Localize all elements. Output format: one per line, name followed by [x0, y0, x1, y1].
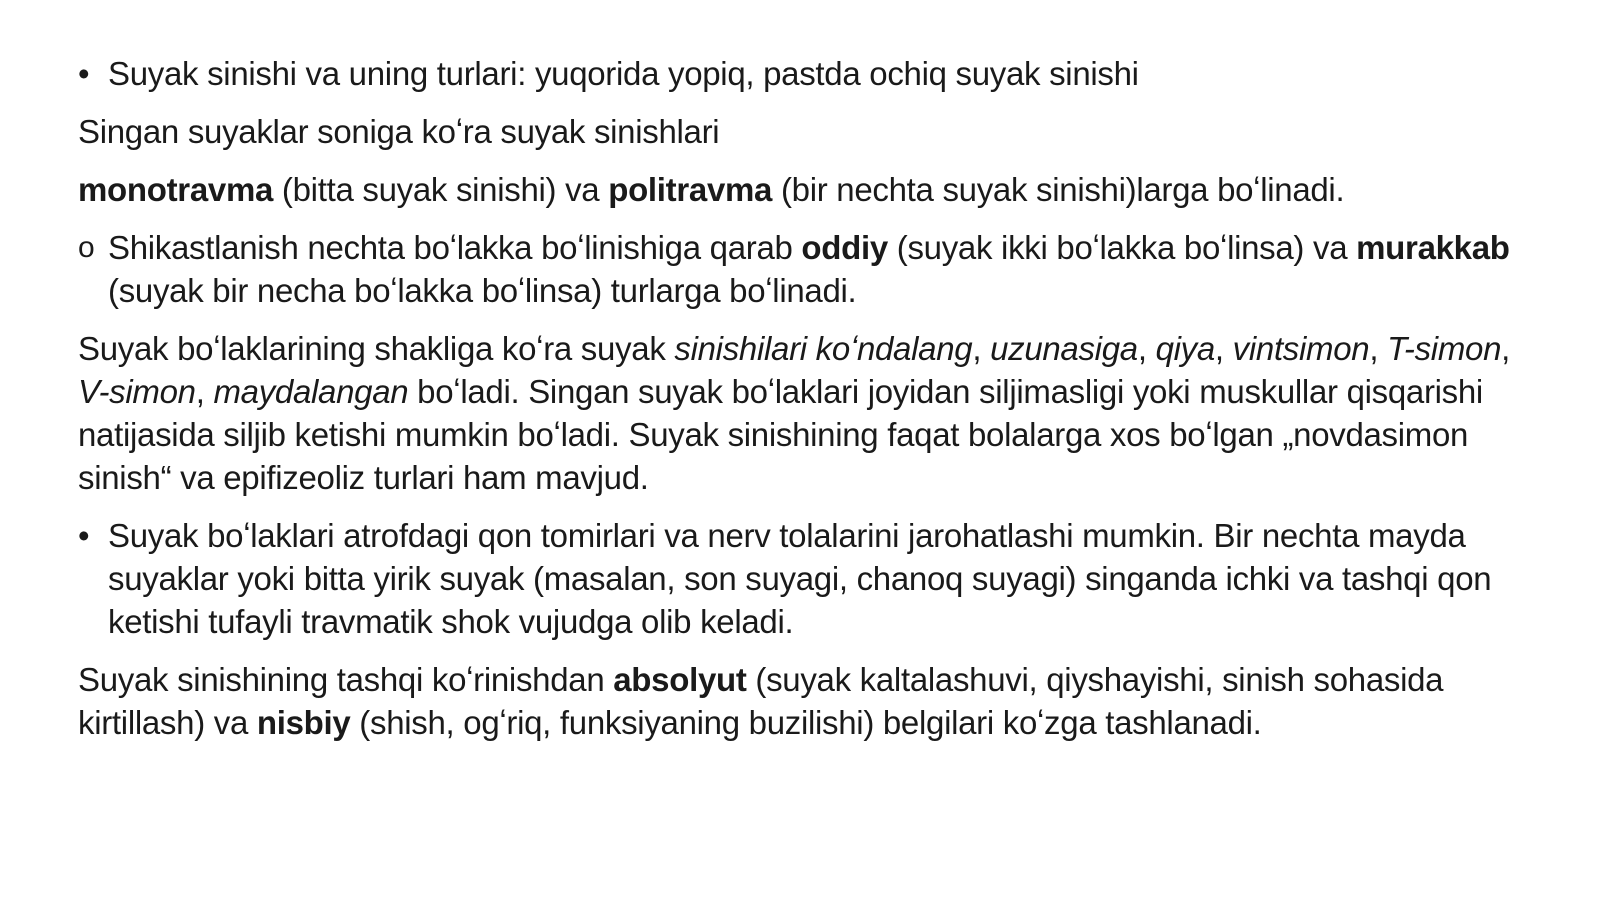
bullet-text: Suyak sinishi va uning turlari: yuqorida yopiq, pastda ochiq suyak sinishi: [108, 55, 1139, 92]
term-nisbiy: nisbiy: [256, 704, 351, 741]
term-uzunasiga: uzunasiga: [990, 330, 1138, 367]
paragraph-text: (bitta suyak sinishi) va: [273, 171, 609, 208]
paragraph-bone-count: [78, 110, 1548, 153]
term-t-simon: T-simon: [1387, 330, 1502, 367]
paragraph-text: (shish, ogʻriq, funksiyaning buzilishi) belgilari koʻzga tashlanadi.: [350, 704, 1262, 741]
bullet-dot-icon: •: [78, 55, 90, 92]
paragraph-text: boʻladi. Singan suyak boʻlaklari joyidan siljimasligi yoki muskullar qisqarishi natijasida siljib ketishi mumkin boʻladi. Suyak sinishining faqat bolalarga xos boʻlgan „novdasimon sinish“ va epifizeoliz turlari ham mavjud.: [78, 373, 1483, 496]
paragraph-text: ,: [972, 330, 991, 367]
bullet-item-vessels-shock: [78, 514, 1548, 643]
paragraph-text: (bir nechta suyak sinishi)larga boʻlinadi.: [772, 171, 1345, 208]
term-murakkab: murakkab: [1356, 229, 1510, 266]
paragraph-text: ,: [1137, 330, 1156, 367]
term-v-simon: V-simon: [78, 373, 196, 410]
paragraph-text: Suyak sinishining tashqi koʻrinishdan: [78, 661, 614, 698]
paragraph-text: ,: [1214, 330, 1233, 367]
paragraph-text: ,: [195, 373, 214, 410]
bullet-circle-icon: o: [78, 231, 95, 264]
bullet-item-fracture-types: [78, 52, 1548, 95]
paragraph-text: ,: [1369, 330, 1388, 367]
term-qiya: qiya: [1155, 330, 1215, 367]
paragraph-signs: [78, 658, 1548, 744]
bullet-item-simple-complex: [78, 226, 1548, 312]
term-politravma: politravma: [608, 171, 773, 208]
paragraph-text: Suyak boʻlaklarining shakliga koʻra suyak: [78, 330, 675, 367]
bullet-text: Suyak boʻlaklari atrofdagi qon tomirlari va nerv tolalarini jarohatlashi mumkin. Bir nechta mayda suyaklar yoki bitta yirik suyak (masalan, son suyagi, chanoq suyagi) singanda ichki va tashqi qon ketishi tufayli travmatik shok vujudga olib keladi.: [108, 517, 1492, 640]
term-oddiy: oddiy: [801, 229, 888, 266]
bullet-text: (suyak ikki boʻlakka boʻlinsa) va: [887, 229, 1357, 266]
term-kondalang: sinishilari koʻndalang: [674, 330, 973, 367]
paragraph-text: Singan suyaklar soniga koʻra suyak sinishlari: [78, 113, 720, 150]
bullet-text: (suyak bir necha boʻlakka boʻlinsa) turlarga boʻlinadi.: [108, 272, 857, 309]
paragraph-mono-poli: [78, 168, 1548, 211]
bullet-dot-icon: •: [78, 517, 90, 554]
paragraph-fracture-shapes: [78, 327, 1548, 499]
bullet-text: Shikastlanish nechta boʻlakka boʻlinishiga qarab: [108, 229, 802, 266]
paragraph-text: ,: [1501, 330, 1511, 367]
term-monotravma: monotravma: [78, 171, 274, 208]
slide-content: [78, 52, 1548, 759]
term-maydalangan: maydalangan: [213, 373, 409, 410]
term-absolyut: absolyut: [613, 661, 747, 698]
paragraph-text: (suyak kaltalashuvi, qiyshayishi, sinish sohasida kirtillash) va: [78, 661, 1444, 741]
term-vintsimon: vintsimon: [1232, 330, 1370, 367]
